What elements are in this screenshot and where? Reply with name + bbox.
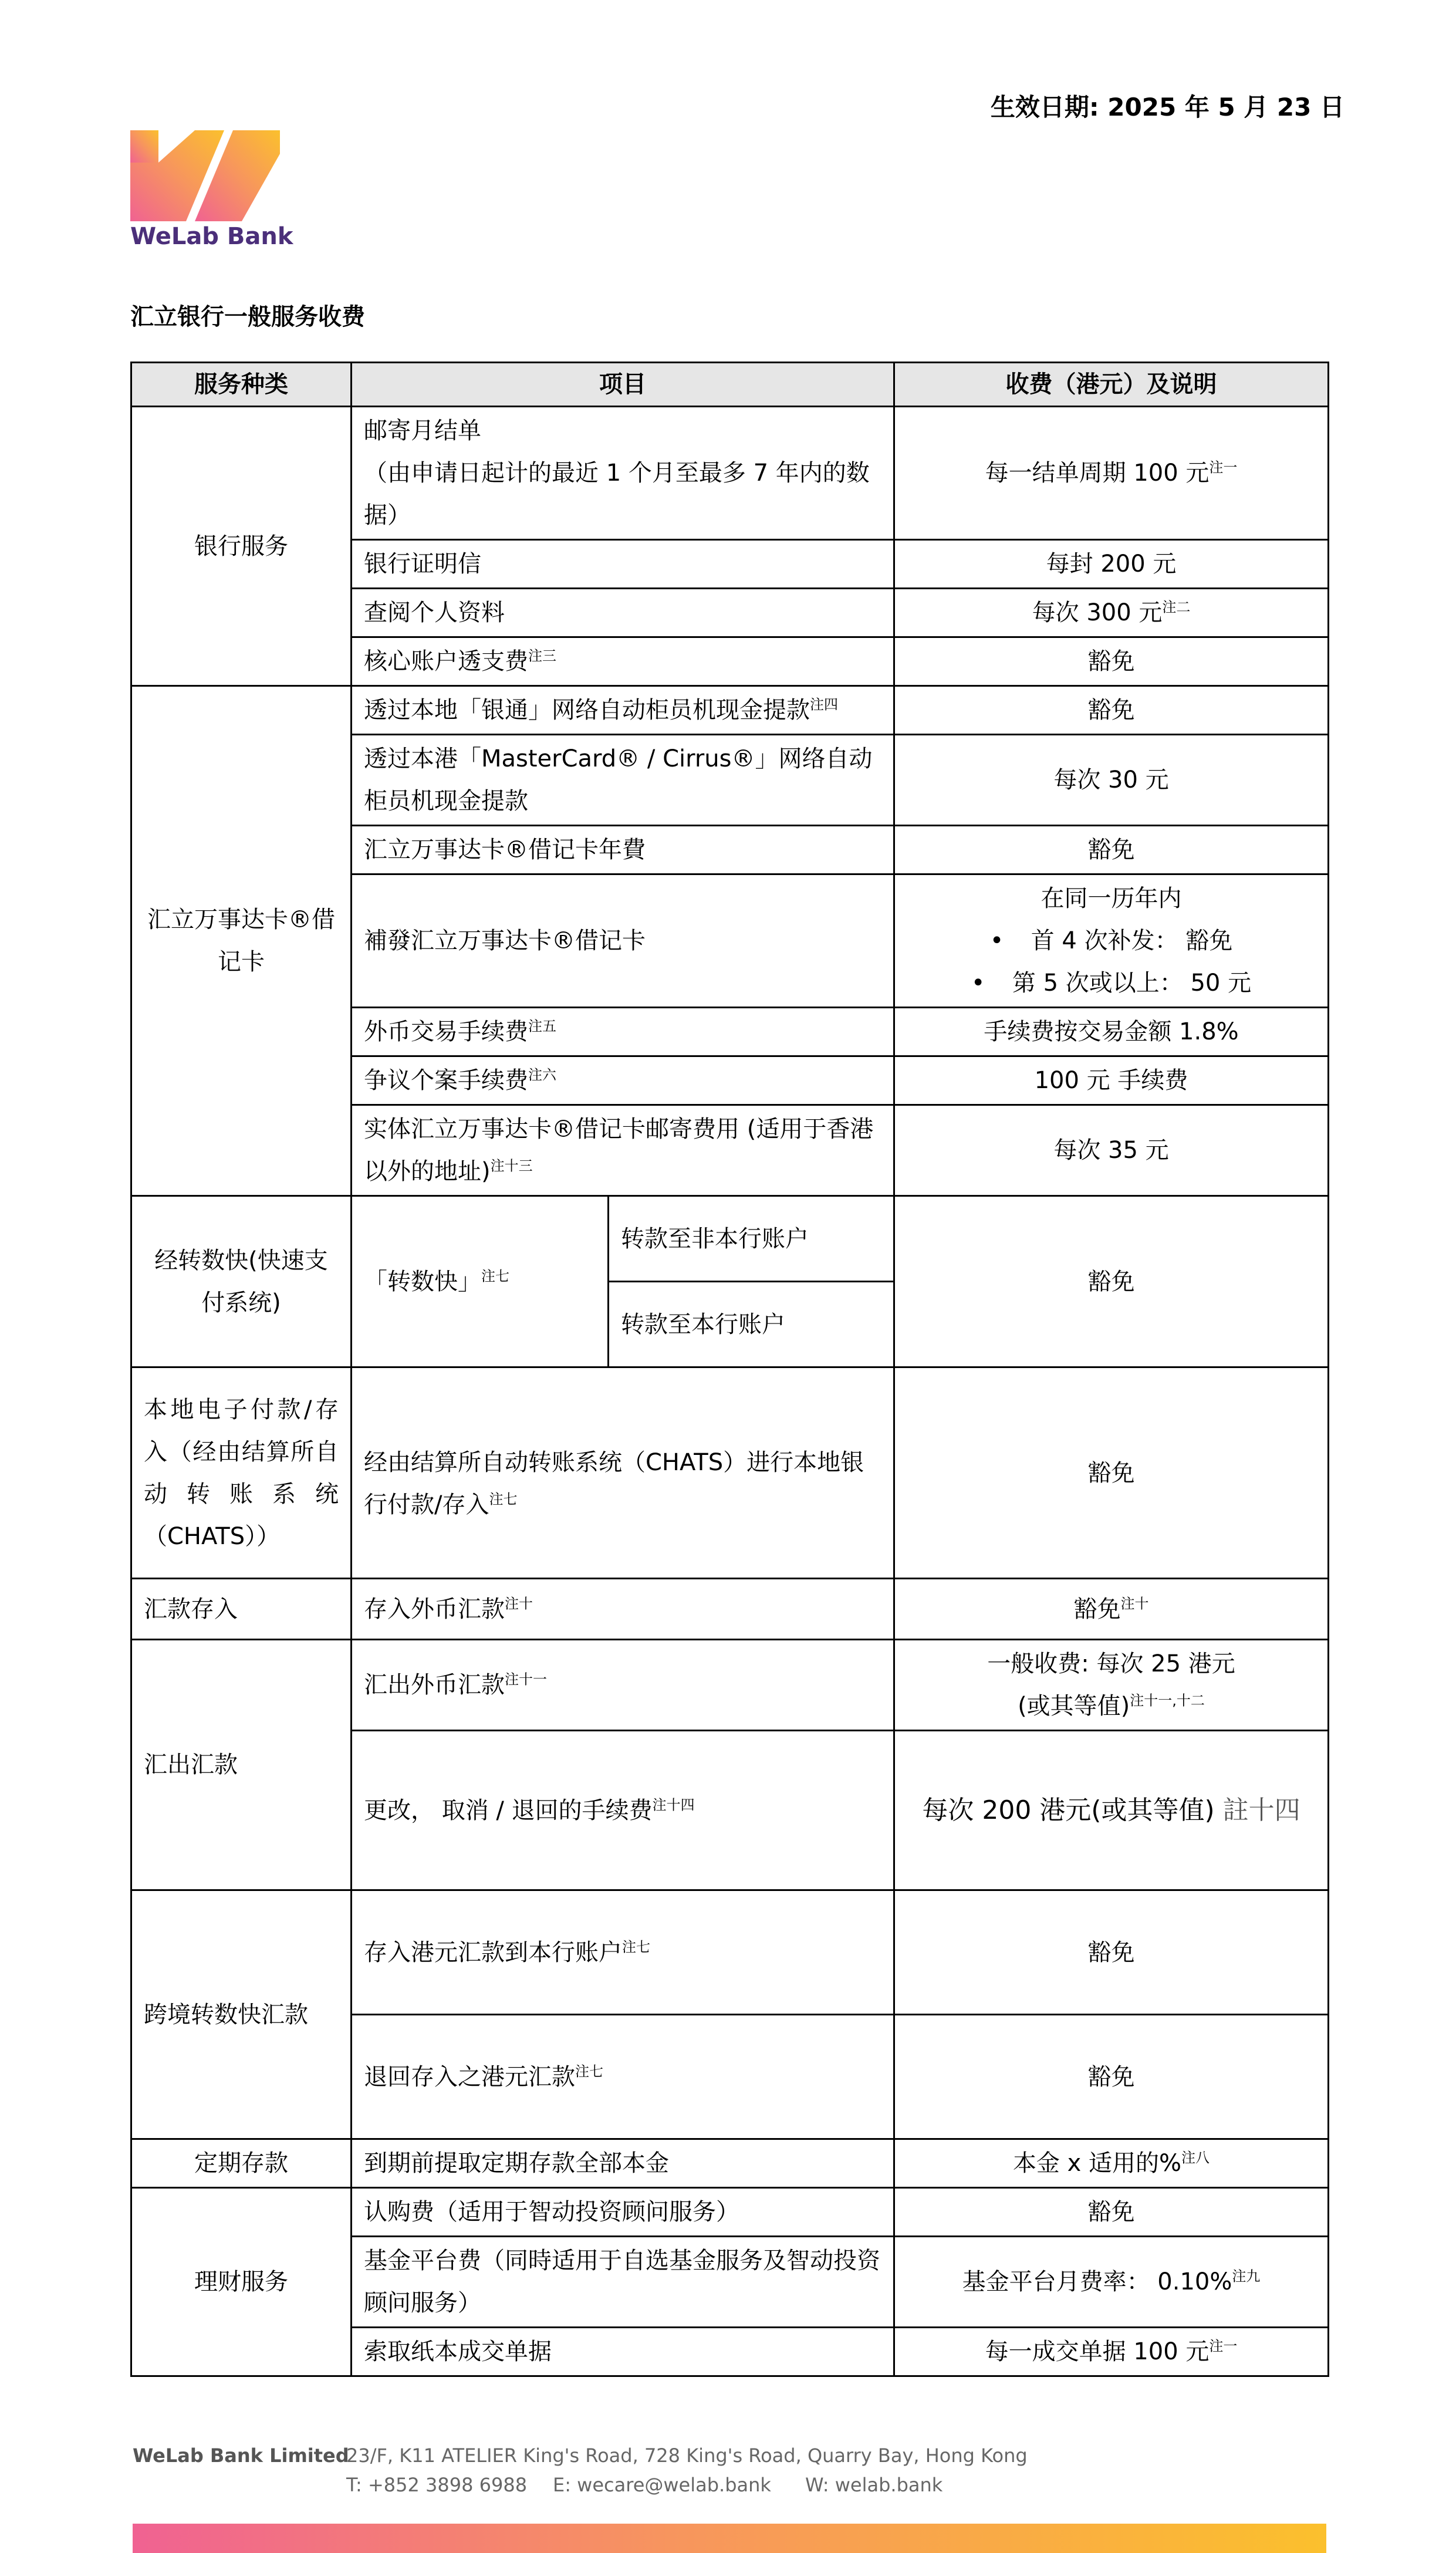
page-title: 汇立银行一般服务收费	[130, 303, 365, 330]
table-row	[131, 2188, 1329, 2237]
category-cross-border: 跨境转数快汇款	[131, 1890, 352, 2139]
item-text: 经由结算所自动转账系统（CHATS）进行本地银行付款/存入	[364, 1448, 864, 1518]
footnote-ref: 注七	[575, 2063, 603, 2080]
item-cell	[352, 407, 894, 540]
table-row	[131, 2139, 1329, 2188]
footnote-ref: 注八	[1181, 2149, 1210, 2166]
item-cell: 基金平台费（同時适用于自选基金服务及智动投资顾问服务）	[352, 2237, 894, 2328]
table-row	[131, 1640, 1329, 1731]
table-header-row	[131, 363, 1329, 407]
list-item: • 首 4 次补发： 豁免	[907, 920, 1316, 962]
fee-cell: 100 元 手续费	[894, 1056, 1329, 1105]
item-cell	[352, 637, 894, 686]
brand-name: WeLab Bank	[130, 223, 293, 250]
category-banking: 银行服务	[131, 407, 352, 686]
item-cell	[352, 1731, 894, 1890]
category-remit-out: 汇出汇款	[131, 1640, 352, 1890]
sub-item-cell: 转款至非本行账户	[609, 1196, 894, 1282]
item-cell	[352, 686, 894, 735]
footer-phone: T: +852 3898 6988	[346, 2474, 528, 2496]
footnote-ref: 注四	[810, 696, 838, 713]
fee-table	[130, 362, 1329, 2377]
item-cell	[352, 1367, 894, 1579]
fee-text: 每一结单周期 100 元	[985, 460, 1210, 487]
fee-cell: 豁免	[894, 637, 1329, 686]
footnote-ref: 注十一,十二	[1130, 1692, 1205, 1709]
table-row	[131, 1890, 1329, 2015]
item-cell	[352, 2015, 894, 2139]
item-cell: 查阅个人资料	[352, 589, 894, 637]
fee-text: 基金平台月费率： 0.10%	[962, 2268, 1232, 2295]
item-cell: 银行证明信	[352, 540, 894, 589]
fee-cell	[894, 1640, 1329, 1731]
item-text: 核心账户透支费	[364, 648, 528, 675]
footnote-ref: 注一	[1209, 2338, 1238, 2355]
sub-item-cell: 转款至本行账户	[609, 1282, 894, 1367]
fee-cell: 每次 35 元	[894, 1105, 1329, 1196]
fee-cell: 豁免	[894, 1890, 1329, 2015]
fee-text: 豁免	[1073, 1595, 1121, 1623]
footnote-ref: 注一	[1209, 459, 1238, 476]
fee-cell	[894, 2139, 1329, 2188]
fee-cell	[894, 589, 1329, 637]
fee-cell: 手续费按交易金额 1.8%	[894, 1008, 1329, 1056]
fee-cell: 豁免	[894, 2015, 1329, 2139]
footnote-ref: 注九	[1232, 2268, 1261, 2285]
fee-text: 在同一历年内	[1041, 885, 1182, 912]
item-cell	[352, 1640, 894, 1731]
footnote-ref: 注三	[528, 647, 556, 664]
fee-cell	[894, 407, 1329, 540]
footnote-ref: 注七	[489, 1491, 518, 1508]
footnote-ref: 注七	[481, 1268, 509, 1285]
item-text: 争议个案手续费	[364, 1067, 528, 1094]
item-cell: 到期前提取定期存款全部本金	[352, 2139, 894, 2188]
category-chats: 本地电子付款/存入（经由结算所自动转账系统（CHATS））	[131, 1367, 352, 1579]
table-row	[131, 407, 1329, 540]
footnote-ref: 注五	[528, 1018, 556, 1035]
fee-cell: 豁免	[894, 826, 1329, 874]
effective-date: 生效日期: 2025 年 5 月 23 日	[990, 93, 1344, 121]
fee-cell: 豁免	[894, 1367, 1329, 1579]
fee-text: 每一成交单据 100 元	[985, 2338, 1210, 2365]
item-text: 退回存入之港元汇款	[364, 2063, 575, 2091]
item-cell: 索取纸本成交单据	[352, 2328, 894, 2376]
footer-gradient-bar	[133, 2524, 1326, 2553]
footnote-ref: 注十四	[652, 1796, 695, 1814]
fee-text: (或其等值)	[1018, 1693, 1130, 1720]
footnote-ref: 注十	[505, 1595, 533, 1612]
fee-text: 每次 200 港元(或其等值)	[922, 1795, 1215, 1825]
category-time-deposit: 定期存款	[131, 2139, 352, 2188]
fee-text-line2	[907, 1685, 1316, 1727]
category-debit-card: 汇立万事达卡®借记卡	[131, 686, 352, 1196]
table-row	[131, 686, 1329, 735]
footer-address: 23/F, K11 ATELIER King's Road, 728 King's Road, Quarry Bay, Hong Kong	[346, 2444, 1028, 2467]
header-category: 服务种类	[131, 363, 352, 407]
item-text: 邮寄月结单	[364, 417, 481, 444]
welab-logo	[130, 130, 280, 221]
fee-cell: 豁免	[894, 1196, 1329, 1367]
footer-website: W: welab.bank	[805, 2474, 943, 2496]
footer-email: E: wecare@welab.bank	[553, 2474, 771, 2496]
fee-text: 本金 x 适用的%	[1012, 2150, 1182, 2177]
table-row	[131, 1196, 1329, 1282]
item-text: 存入港元汇款到本行账户	[364, 1939, 622, 1966]
header-fee: 收费（港元）及说明	[894, 363, 1329, 407]
list-item: • 第 5 次或以上： 50 元	[907, 962, 1316, 1004]
fee-cell	[894, 2328, 1329, 2376]
fee-cell	[894, 874, 1329, 1008]
footnote-ref: 注六	[528, 1066, 556, 1083]
item-cell	[352, 1008, 894, 1056]
category-remit-in: 汇款存入	[131, 1579, 352, 1640]
fee-cell	[894, 1731, 1329, 1890]
item-cell	[352, 1196, 609, 1367]
fee-cell: 每次 30 元	[894, 735, 1329, 826]
fee-cell: 豁免	[894, 2188, 1329, 2237]
item-text: 汇出外币汇款	[364, 1671, 505, 1698]
item-text: （由申请日起计的最近 1 个月至最多 7 年内的数据）	[364, 460, 870, 529]
fee-cell: 每封 200 元	[894, 540, 1329, 589]
item-cell	[352, 1579, 894, 1640]
item-text: 透过本地「银通」网络自动柜员机现金提款	[364, 697, 810, 724]
table-row	[131, 1579, 1329, 1640]
footnote-ref: 註十四	[1222, 1795, 1300, 1825]
fee-bullet-list	[907, 920, 1316, 1004]
category-fps: 经转数快(快速支付系统)	[131, 1196, 352, 1367]
item-cell: 认购费（适用于智动投资顾问服务）	[352, 2188, 894, 2237]
item-cell: 補發汇立万事达卡®借记卡	[352, 874, 894, 1008]
item-cell	[352, 1105, 894, 1196]
item-cell	[352, 1056, 894, 1105]
fee-text: 一般收费: 每次 25 港元	[987, 1650, 1235, 1677]
footer-company: WeLab Bank Limited	[133, 2444, 349, 2467]
table-row	[131, 1367, 1329, 1579]
header-item: 项目	[352, 363, 894, 407]
item-text: 外币交易手续费	[364, 1018, 528, 1045]
item-text: 更改， 取消 / 退回的手续费	[364, 1796, 653, 1824]
item-text: 「转数快」	[364, 1268, 481, 1295]
item-cell: 透过本港「MasterCard® / Cirrus®」网络自动柜员机现金提款	[352, 735, 894, 826]
footnote-ref: 注七	[622, 1939, 650, 1956]
footnote-ref: 注十	[1120, 1595, 1149, 1612]
fee-cell	[894, 2237, 1329, 2328]
item-text: 实体汇立万事达卡®借记卡邮寄费用 (适用于香港以外的地址)	[364, 1116, 874, 1185]
item-text: 存入外币汇款	[364, 1595, 505, 1623]
fee-text: 每次 300 元	[1032, 599, 1163, 626]
footnote-ref: 注二	[1162, 599, 1191, 616]
footnote-ref: 注十一	[505, 1671, 547, 1688]
category-wealth: 理财服务	[131, 2188, 352, 2376]
fee-cell	[894, 1579, 1329, 1640]
footnote-ref: 注十三	[490, 1157, 533, 1174]
item-cell	[352, 1890, 894, 2015]
item-cell: 汇立万事达卡®借记卡年費	[352, 826, 894, 874]
fee-cell: 豁免	[894, 686, 1329, 735]
